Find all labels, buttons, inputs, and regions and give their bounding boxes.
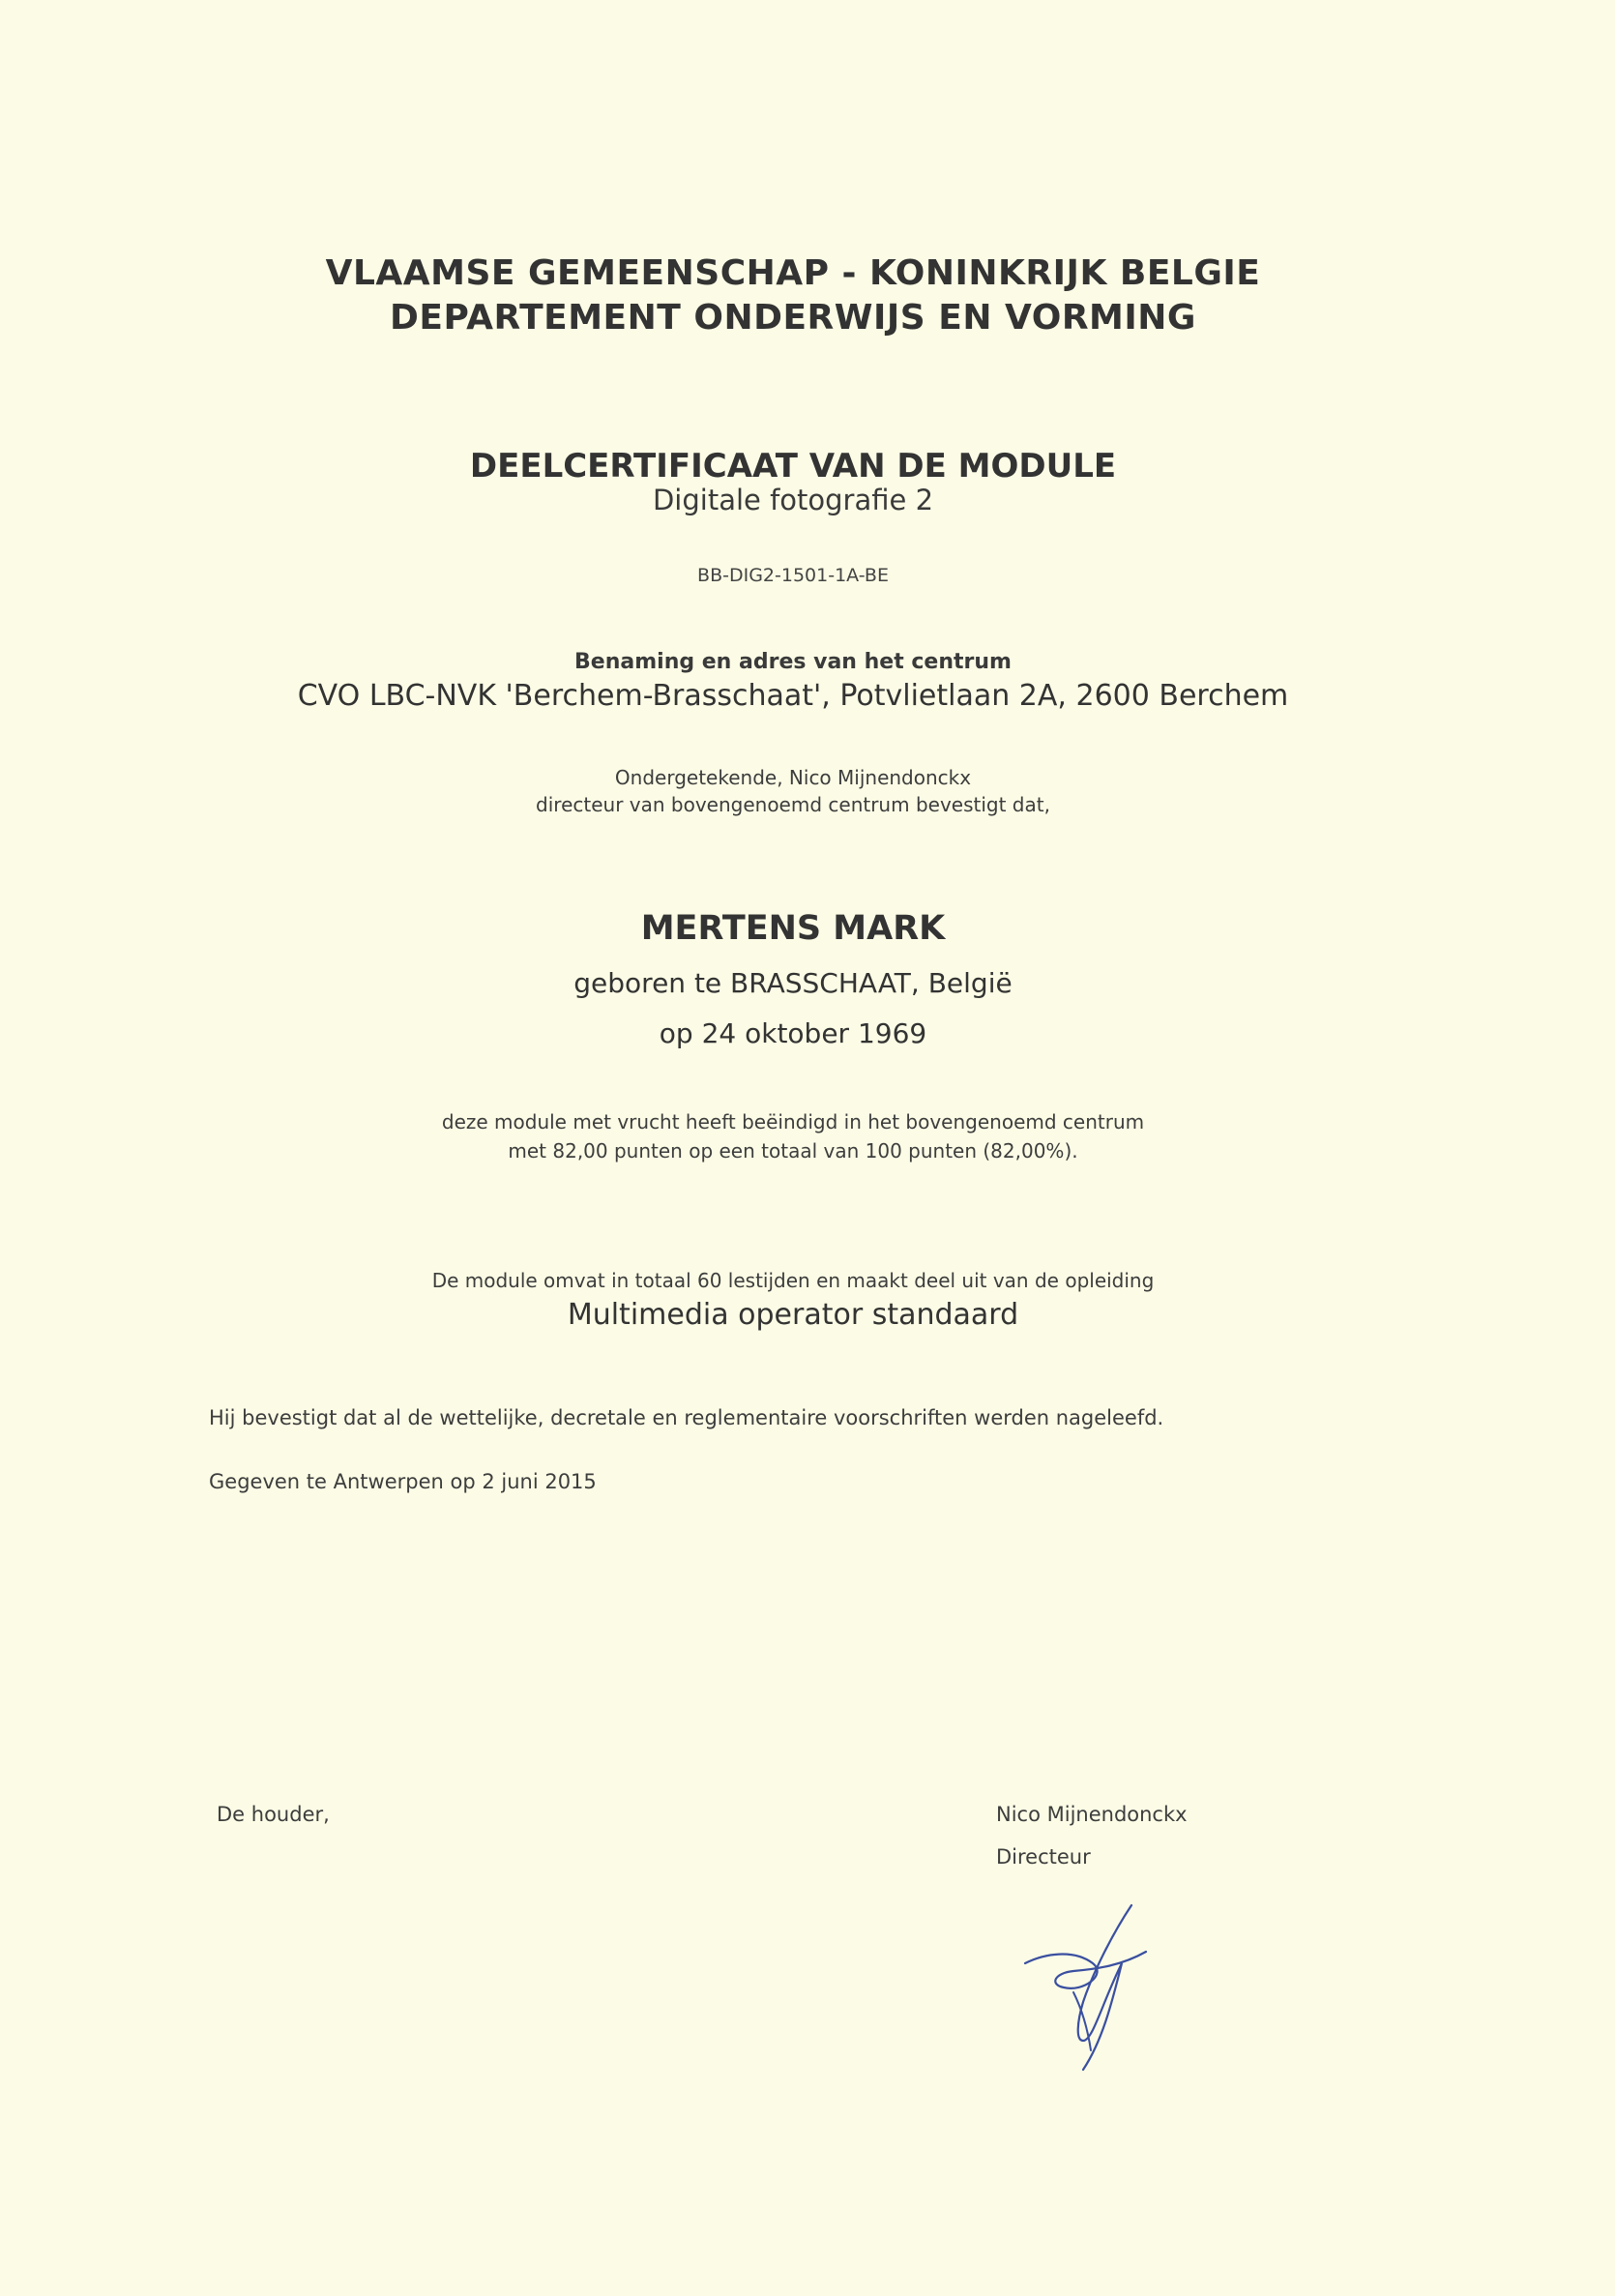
director-title: Directeur <box>996 1845 1091 1869</box>
result-line-1: deze module met vrucht heeft beëindigd in het bovengenoemd centrum <box>441 1110 1145 1133</box>
director-signature-icon <box>1015 1896 1160 2079</box>
undersigned-line-1: Ondergetekende, Nico Mijnendonckx <box>614 766 972 789</box>
holder-signature-label: De houder, <box>217 1803 330 1826</box>
module-name: Digitale fotografie 2 <box>652 484 934 516</box>
program-line-1: De module omvat in totaal 60 lestijden en maakt deel uit van de opleiding <box>431 1269 1155 1292</box>
centre-address: CVO LBC-NVK 'Berchem-Brasschaat', Potvlietlaan 2A, 2600 Berchem <box>297 679 1289 713</box>
result-line-2: met 82,00 punten op een totaal van 100 punten (82,00%). <box>508 1139 1078 1163</box>
confirmation-text: Hij bevestigt dat al de wettelijke, decretale en reglementaire voorschriften werden nageleefd. <box>209 1406 1164 1429</box>
holder-birthdate: op 24 oktober 1969 <box>659 1017 927 1049</box>
undersigned-line-2: directeur van bovengenoemd centrum bevestigt dat, <box>536 793 1050 816</box>
header-line-2: DEPARTEMENT ONDERWIJS EN VORMING <box>390 298 1196 338</box>
holder-birthplace: geboren te BRASSCHAAT, België <box>573 967 1013 999</box>
director-name: Nico Mijnendonckx <box>996 1803 1188 1826</box>
certificate-title: DEELCERTIFICAAT VAN DE MODULE <box>469 447 1117 486</box>
header-line-1: VLAAMSE GEMEENSCHAP - KONINKRIJK BELGIE <box>325 253 1261 293</box>
centre-label: Benaming en adres van het centrum <box>574 650 1012 674</box>
module-code: BB-DIG2-1501-1A-BE <box>697 565 889 586</box>
program-name: Multimedia operator standaard <box>567 1298 1019 1332</box>
given-text: Gegeven te Antwerpen op 2 juni 2015 <box>209 1470 597 1493</box>
holder-name: MERTENS MARK <box>640 909 946 948</box>
